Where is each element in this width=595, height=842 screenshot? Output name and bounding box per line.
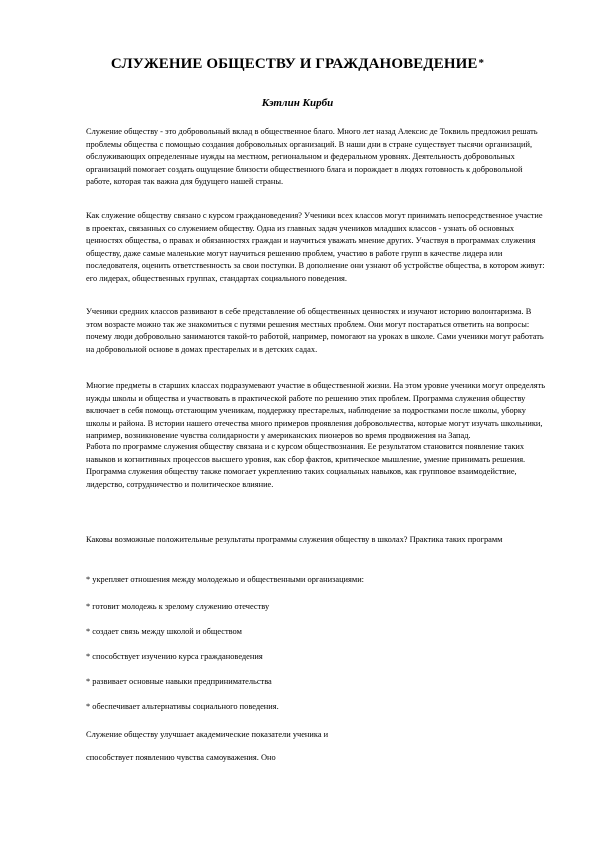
document-title	[0, 56, 595, 73]
list-item: * развивает основные навыки предпринимательства	[86, 677, 272, 686]
title-text: СЛУЖЕНИЕ ОБЩЕСТВУ И ГРАЖДАНОВЕДЕНИЕ	[110, 56, 478, 72]
list-item: * обеспечивает альтернативы социального поведения.	[86, 702, 279, 711]
footnote-mark[interactable]: *	[478, 57, 485, 69]
paragraph: Как служение обществу связано с курсом граждановедения? Ученики всех классов могут принимать непосредственное участие в проектах, связанных со служением обществу. Одна из главных задач учеников младших классов - узнать об основных ценностях общества, о правах и обязанностях граждан и научиться уважать мнение других. Участвуя в программах служения обществу, даже самые маленькие могут научиться решению проблем, участию в работе групп в качестве лидера или последователя, оценить ответственность за свои поступки. В дополнение они узнают об устройстве общества, в котором живут: его лидерах, общественных группах, стандартах социального поведения.	[86, 211, 545, 283]
paragraph: Служение обществу - это добровольный вклад в общественное благо. Много лет назад Алексис де Токвиль предложил решать проблемы общества с помощью создания добровольных организаций. В наши дни в стране существует тысячи организаций, обслуживающих определенные нужды на местном, региональном и федеральном уровнях. Деятельность добровольных организаций помогает создать ощущение близости общественного блага и порождает в людях готовность к добровольной работе, которая так важна для будущего нашей страны.	[86, 127, 538, 186]
paragraph: Ученики средних классов развивают в себе представление об общественных ценностях и изучают историю волонтаризма. В этом возрасте можно так же знакомиться с путями решения местных проблем. Они могут постараться ответить на вопросы: почему люди добровольно занимаются такой-то работой, например, помогают на уроках в школе. Сами ученики могут работать на добровольной основе в домах престарелых и в детских садах.	[86, 307, 544, 354]
list-item: * укрепляет отношения между молодежью и общественными организациями:	[86, 575, 364, 584]
list-item: * способствует изучению курса граждановедения	[86, 652, 263, 661]
paragraph: Работа по программе служения обществу связана и с курсом обществознания. Ее результатом становится появление таких навыков и когнитивных процессов высшего уровня, как сбор фактов, критическое мышление, умение принимать решения. Программа служения обществу также помогает укреплению таких социальных навыков, как групповое взаимодействие, лидерство, сотрудничество и политическое влияние.	[86, 442, 526, 489]
paragraph: Каковы возможные положительные результаты программы служения обществу в школах? Практика таких программ	[86, 535, 503, 544]
paragraph: Многие предметы в старших классах подразумевают участие в общественной жизни. На этом уровне ученики могут определять нужды школы и общества и участвовать в практической работе по решению этих проблем. Программа служения обществу включает в себя помощь отстающим ученикам, поддержку престарелых, наблюдение за подростками после школы, уборку школы и района. В истории нашего отечества много примеров проявления добровольчества, которые могут изучать школьники, например, возникновение чувства солидарности у американских пионеров во время продвижения на Запад.	[86, 381, 546, 440]
author-name: Кэтлин Кирби	[261, 97, 334, 109]
closing-line: способствует появлению чувства самоуважения. Оно	[86, 753, 276, 762]
list-item: * готовит молодежь к зрелому служению отечеству	[86, 602, 270, 611]
list-item: * создает связь между школой и обществом	[86, 627, 242, 636]
closing-line: Служение обществу улучшает академические показатели ученика и	[86, 730, 329, 739]
